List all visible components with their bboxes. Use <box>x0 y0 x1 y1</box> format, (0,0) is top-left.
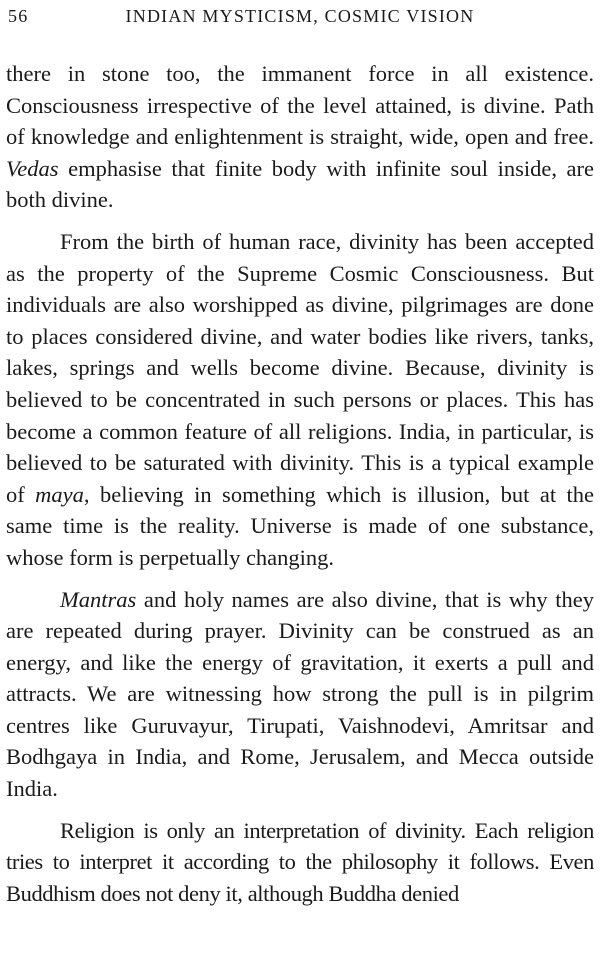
paragraph-1-text-end: emphasise that finite body with infinite soul inside, are both divine. <box>6 155 594 213</box>
paragraph-3 <box>6 584 594 805</box>
paragraph-2-text-start: From the birth of human race, divinity has been accepted as the property of the Supreme Cosmic Consciousness. But individuals are also worshipped as divine, pilgrimages are done to places considered divine, and water bodies like rivers, tanks, lakes, springs and wells become divine. Because, divinity is believed to be concentrated in such persons or places. This has become a common feature of all religions. India, in particular, is believed to be saturated with divinity. This is a typical example of <box>6 228 594 507</box>
running-title: INDIAN MYSTICISM, COSMIC VISION <box>125 6 475 26</box>
paragraph-1 <box>6 58 594 216</box>
paragraph-4-text: Religion is only an interpretation of divinity. Each religion tries to interpret it according to the philosophy it follows. Even Buddhism does not deny it, although Buddha denied <box>6 817 594 906</box>
paragraph-2 <box>6 226 594 574</box>
paragraph-1-text-start: there in stone too, the immanent force in all existence. Consciousness irrespective of the level attained, is divine. Path of knowledge and enlightenment is straight, wide, open and free. <box>6 61 594 150</box>
running-head <box>8 6 592 30</box>
body-text <box>6 58 594 919</box>
paragraph-2-text-end: , believing in something which is illusion, but at the same time is the reality. Universe is made of one substance, whose form is perpetually changing. <box>6 481 594 570</box>
paragraph-3-italic-term: Mantras <box>60 586 137 612</box>
paragraph-4 <box>6 815 594 910</box>
paragraph-1-italic-term: Vedas <box>6 155 59 181</box>
paragraph-3-text-end: and holy names are also divine, that is why they are repeated during prayer. Divinity can be construed as an energy, and like the energy of gravitation, it exerts a pull and attracts. We are witnessing how strong the pull is in pilgrim centres like Guruvayur, Tirupati, Vaishnodevi, Amritsar and Bodhgaya in India, and Rome, Jerusalem, and Mecca outside India. <box>6 586 594 802</box>
paragraph-2-italic-term: maya <box>35 481 84 507</box>
page-number: 56 <box>8 6 29 26</box>
